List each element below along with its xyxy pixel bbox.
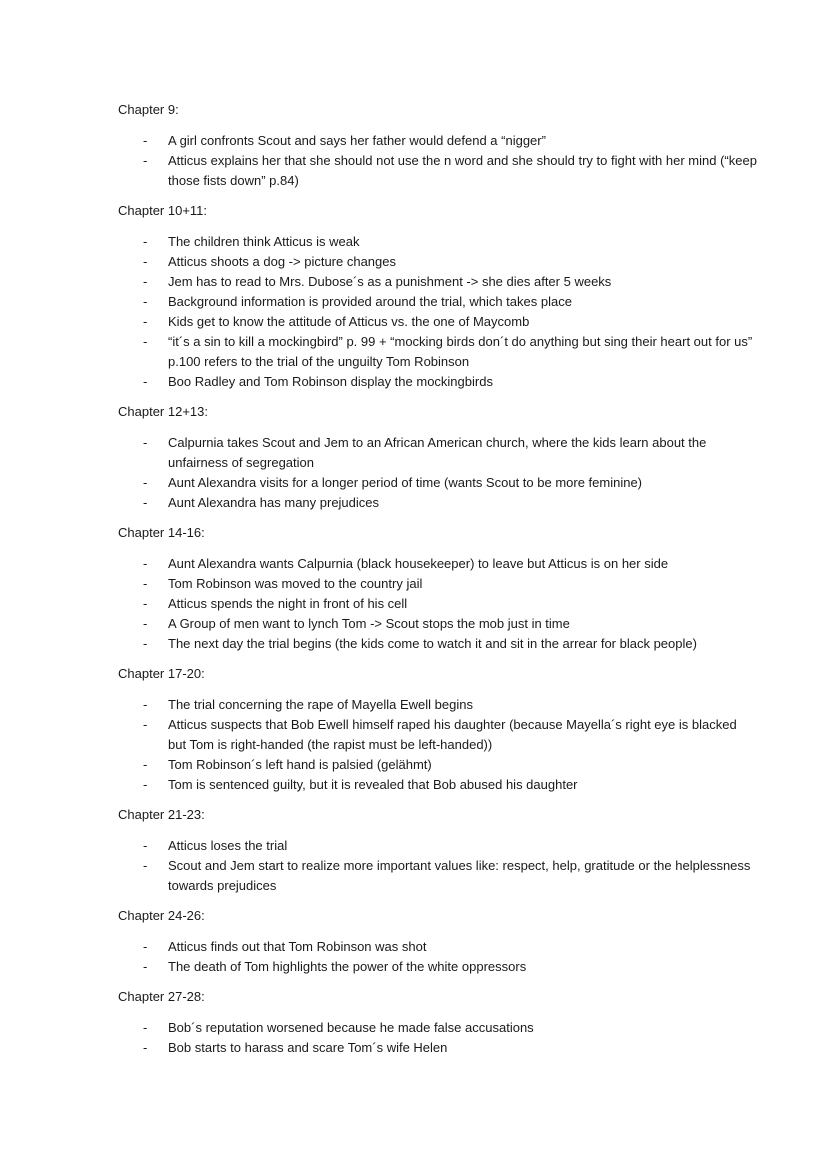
list-item-text: Tom Robinson was moved to the country jail — [168, 576, 423, 591]
list-item — [118, 1038, 758, 1058]
chapter-heading: Chapter 27-28: — [118, 989, 205, 1004]
chapter-bullet-list — [118, 695, 758, 795]
list-item — [118, 151, 758, 191]
chapter-heading: Chapter 24-26: — [118, 908, 205, 923]
chapter-heading: Chapter 17-20: — [118, 666, 205, 681]
list-item — [118, 292, 758, 312]
list-item — [118, 856, 758, 896]
list-item-text: Atticus finds out that Tom Robinson was shot — [168, 939, 427, 954]
list-item — [118, 312, 758, 332]
list-item-text: Aunt Alexandra has many prejudices — [168, 495, 380, 510]
dash-bullet-icon: - — [143, 495, 148, 510]
chapter-bullet-list — [118, 131, 758, 191]
list-item-text: Atticus suspects that Bob Ewell himself raped his daughter (because Mayella´s right eye is blacked but Tom is right-handed (the rapist must be left-handed)) — [168, 717, 737, 752]
dash-bullet-icon: - — [143, 636, 148, 651]
list-item-text: Background information is provided around the trial, which takes place — [168, 294, 572, 309]
chapter-bullet-list — [118, 554, 758, 654]
dash-bullet-icon: - — [143, 475, 148, 490]
list-item — [118, 614, 758, 634]
list-item — [118, 755, 758, 775]
list-item-text: Bob´s reputation worsened because he made false accusations — [168, 1020, 534, 1035]
dash-bullet-icon: - — [143, 717, 148, 732]
chapter-heading: Chapter 21-23: — [118, 807, 205, 822]
chapter-heading: Chapter 10+11: — [118, 203, 208, 218]
chapter-bullet-list — [118, 1018, 758, 1058]
list-item-text: Aunt Alexandra wants Calpurnia (black housekeeper) to leave but Atticus is on her side — [168, 556, 669, 571]
dash-bullet-icon: - — [143, 959, 148, 974]
list-item-text: The next day the trial begins (the kids come to watch it and sit in the arrear for black people) — [168, 636, 697, 651]
chapter-bullet-list — [118, 433, 758, 513]
dash-bullet-icon: - — [143, 234, 148, 249]
list-item — [118, 574, 758, 594]
list-item — [118, 775, 758, 795]
dash-bullet-icon: - — [143, 133, 148, 148]
chapter-heading: Chapter 12+13: — [118, 404, 208, 419]
list-item-text: Kids get to know the attitude of Atticus vs. the one of Maycomb — [168, 314, 530, 329]
chapter-summary-list — [118, 100, 758, 1058]
list-item — [118, 957, 758, 977]
chapter-section — [118, 664, 758, 795]
list-item — [118, 332, 758, 372]
chapter-section — [118, 805, 758, 896]
chapter-bullet-list — [118, 232, 758, 392]
dash-bullet-icon: - — [143, 153, 148, 168]
chapter-section — [118, 523, 758, 654]
dash-bullet-icon: - — [143, 274, 148, 289]
list-item — [118, 252, 758, 272]
list-item — [118, 594, 758, 614]
list-item — [118, 937, 758, 957]
list-item-text: Tom is sentenced guilty, but it is revealed that Bob abused his daughter — [168, 777, 578, 792]
dash-bullet-icon: - — [143, 757, 148, 772]
chapter-heading: Chapter 9: — [118, 102, 179, 117]
list-item-text: Jem has to read to Mrs. Dubose´s as a punishment -> she dies after 5 weeks — [168, 274, 612, 289]
list-item-text: The children think Atticus is weak — [168, 234, 360, 249]
list-item — [118, 131, 758, 151]
list-item — [118, 493, 758, 513]
list-item — [118, 634, 758, 654]
list-item-text: Atticus spends the night in front of his cell — [168, 596, 408, 611]
chapter-section — [118, 201, 758, 392]
list-item — [118, 695, 758, 715]
list-item-text: Boo Radley and Tom Robinson display the mockingbirds — [168, 374, 493, 389]
chapter-bullet-list — [118, 937, 758, 977]
list-item — [118, 715, 758, 755]
chapter-section — [118, 906, 758, 977]
list-item — [118, 473, 758, 493]
dash-bullet-icon: - — [143, 838, 148, 853]
dash-bullet-icon: - — [143, 939, 148, 954]
list-item-text: A girl confronts Scout and says her father would defend a “nigger” — [168, 133, 546, 148]
list-item — [118, 372, 758, 392]
dash-bullet-icon: - — [143, 596, 148, 611]
list-item-text: Tom Robinson´s left hand is palsied (gelähmt) — [168, 757, 432, 772]
list-item-text: The trial concerning the rape of Mayella Ewell begins — [168, 697, 473, 712]
list-item-text: Atticus shoots a dog -> picture changes — [168, 254, 396, 269]
dash-bullet-icon: - — [143, 1040, 148, 1055]
list-item-text: The death of Tom highlights the power of the white oppressors — [168, 959, 527, 974]
dash-bullet-icon: - — [143, 777, 148, 792]
chapter-bullet-list — [118, 836, 758, 896]
dash-bullet-icon: - — [143, 1020, 148, 1035]
dash-bullet-icon: - — [143, 314, 148, 329]
list-item-text: Atticus explains her that she should not use the n word and she should try to fight with her mind (“keep those fists down” p.84) — [168, 153, 757, 188]
dash-bullet-icon: - — [143, 556, 148, 571]
list-item — [118, 433, 758, 473]
dash-bullet-icon: - — [143, 294, 148, 309]
list-item-text: Bob starts to harass and scare Tom´s wife Helen — [168, 1040, 448, 1055]
dash-bullet-icon: - — [143, 616, 148, 631]
chapter-section — [118, 402, 758, 513]
chapter-heading: Chapter 14-16: — [118, 525, 205, 540]
dash-bullet-icon: - — [143, 374, 148, 389]
dash-bullet-icon: - — [143, 697, 148, 712]
list-item-text: “it´s a sin to kill a mockingbird” p. 99 + “mocking birds don´t do anything but sing their heart out for us” p.100 refers to the trial of the unguilty Tom Robinson — [168, 334, 753, 369]
list-item-text: Scout and Jem start to realize more important values like: respect, help, gratitude or the helplessness towards prejudices — [168, 858, 751, 893]
chapter-section — [118, 100, 758, 191]
dash-bullet-icon: - — [143, 254, 148, 269]
list-item-text: Aunt Alexandra visits for a longer period of time (wants Scout to be more feminine) — [168, 475, 643, 490]
list-item-text: Calpurnia takes Scout and Jem to an African American church, where the kids learn about the unfairness of segregation — [168, 435, 707, 470]
list-item — [118, 554, 758, 574]
list-item — [118, 232, 758, 252]
chapter-section — [118, 987, 758, 1058]
list-item-text: Atticus loses the trial — [168, 838, 288, 853]
dash-bullet-icon: - — [143, 334, 148, 349]
list-item — [118, 1018, 758, 1038]
dash-bullet-icon: - — [143, 858, 148, 873]
list-item — [118, 836, 758, 856]
list-item — [118, 272, 758, 292]
list-item-text: A Group of men want to lynch Tom -> Scout stops the mob just in time — [168, 616, 570, 631]
dash-bullet-icon: - — [143, 435, 148, 450]
dash-bullet-icon: - — [143, 576, 148, 591]
